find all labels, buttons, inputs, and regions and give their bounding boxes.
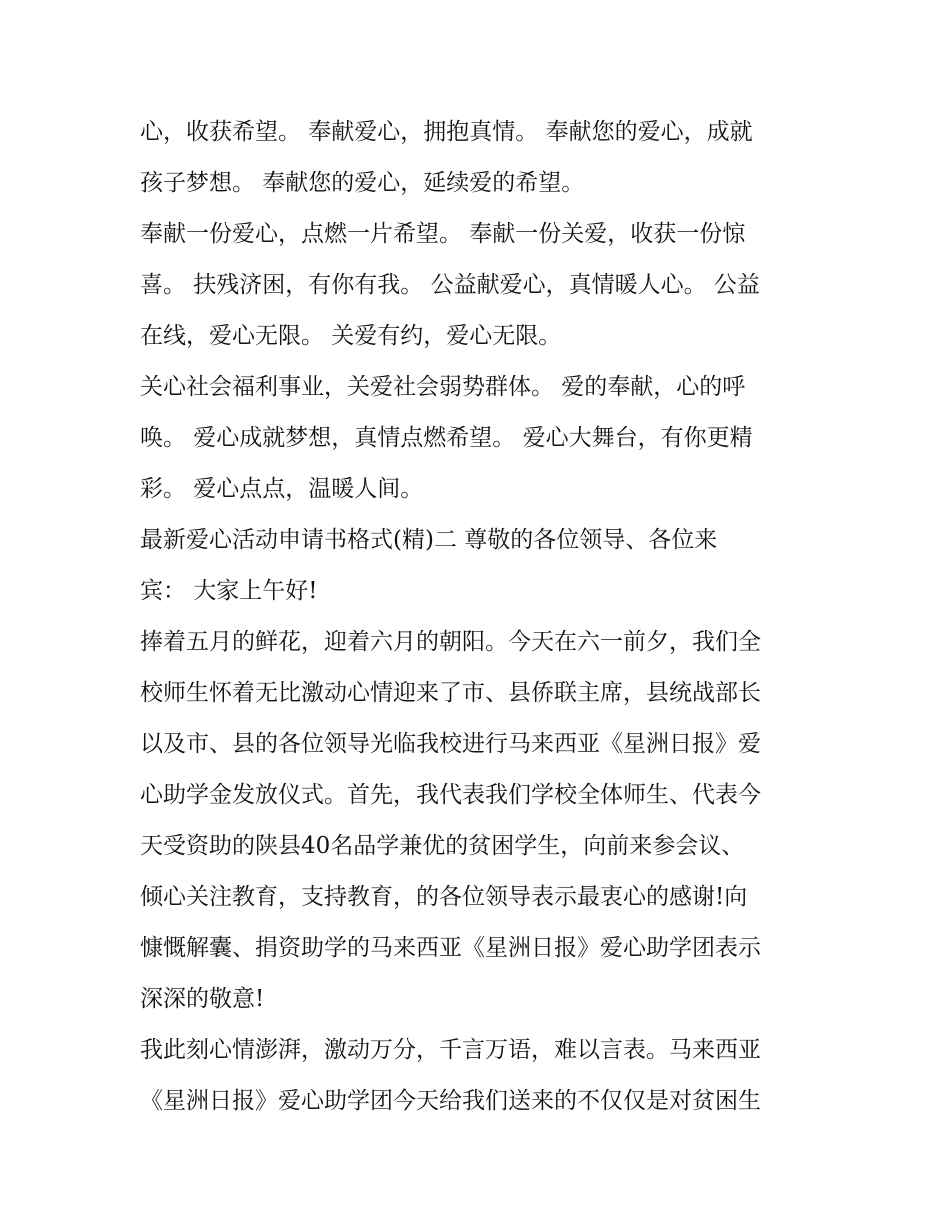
text-line: 以及市、县的各位领导光临我校进行马来西亚《星洲日报》爱 [140,731,761,757]
text-line: 《星洲日报》爱心助学团今天给我们送来的不仅仅是对贫困生 [140,1088,761,1114]
text-line: 我此刻心情澎湃，激动万分，千言万语，难以言表。马来西亚 [140,1037,761,1063]
document-body [140,107,830,1127]
section-heading-line: 最新爱心活动申请书格式(精)二 尊敬的各位领导、各位来 [140,527,718,553]
text-line: 奉献一份爱心，点燃一片希望。 奉献一份关爱，收获一份惊 [140,221,746,247]
text-line: 孩子梦想。 奉献您的爱心，延续爱的希望。 [140,170,585,196]
text-line: 彩。 爱心点点，温暖人间。 [140,476,424,502]
text-line: 在线，爱心无限。 关爱有约，爱心无限。 [140,323,562,349]
text-line: 唤。 爱心成就梦想，真情点燃希望。 爱心大舞台，有你更精 [140,425,753,451]
text-line: 深深的敬意! [140,986,265,1012]
text-line: 心，收获希望。 奉献爱心，拥抱真情。 奉献您的爱心，成就 [140,119,753,145]
text-line: 捧着五月的鲜花，迎着六月的朝阳。今天在六一前夕，我们全 [140,629,761,655]
text-line: 倾心关注教育，支持教育，的各位领导表示最衷心的感谢!向 [140,884,748,910]
text-line: 喜。 扶残济困，有你有我。 公益献爱心，真情暖人心。 公益 [140,272,760,298]
text-line: 宾： 大家上午好! [140,578,318,604]
text-line: 天受资助的陕县40名品学兼优的贫困学生，向前来参会议、 [140,833,745,859]
text-line: 校师生怀着无比激动心情迎来了市、县侨联主席，县统战部长 [140,680,761,706]
text-line: 关心社会福利事业，关爱社会弱势群体。 爱的奉献，心的呼 [140,374,746,400]
text-line: 慷慨解囊、捐资助学的马来西亚《星洲日报》爱心助学团表示 [140,935,761,961]
text-line: 心助学金发放仪式。首先，我代表我们学校全体师生、代表今 [140,782,761,808]
